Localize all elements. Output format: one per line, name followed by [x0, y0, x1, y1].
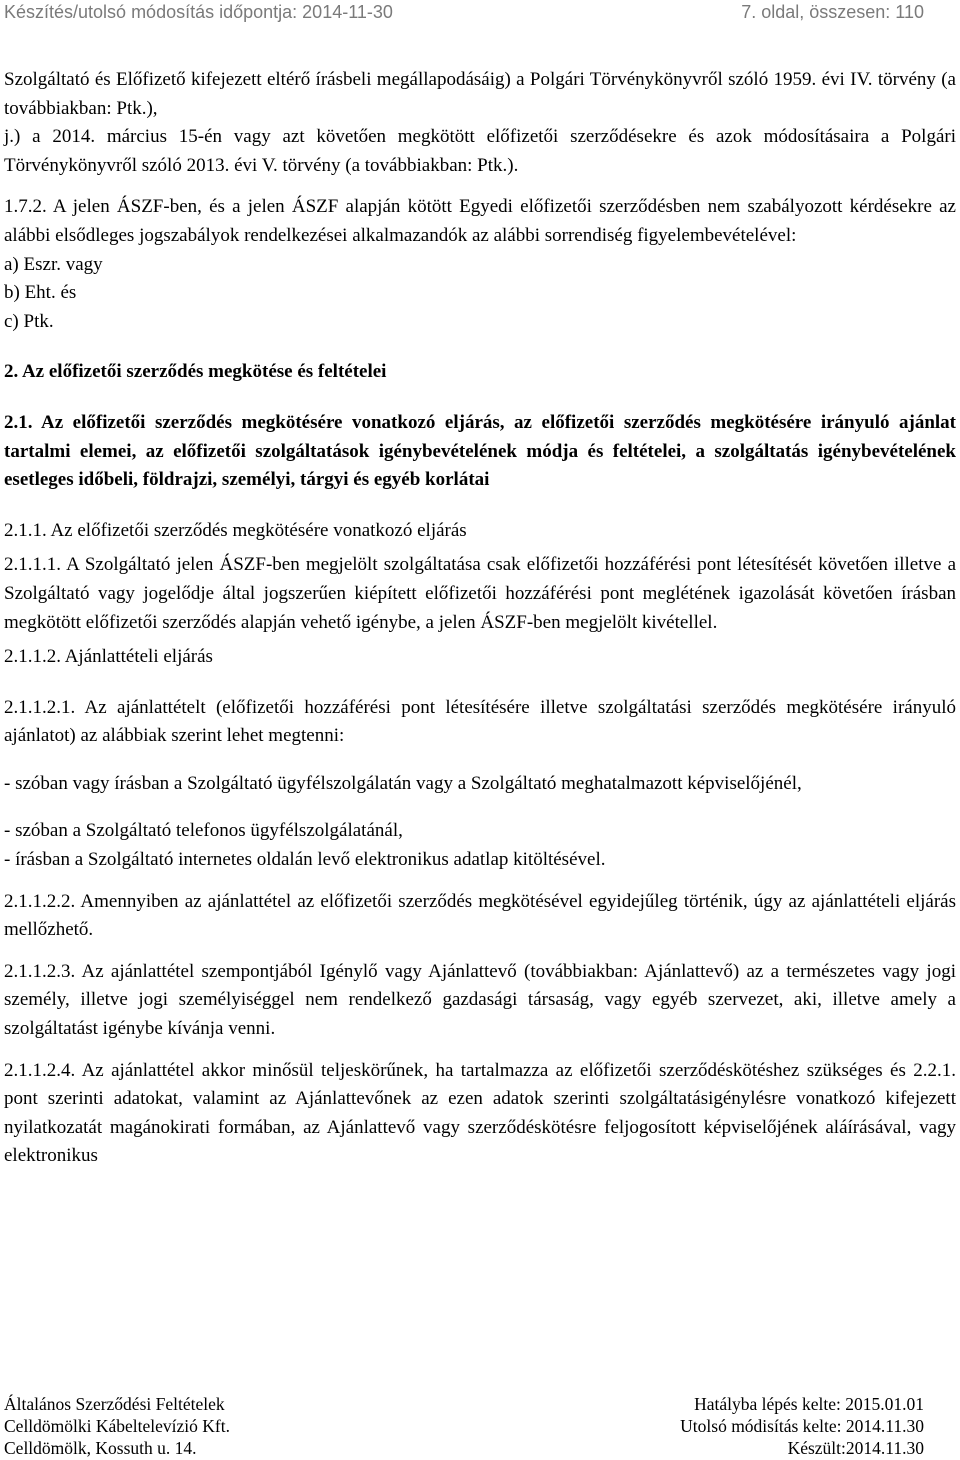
paragraph-2-1-1-2-1: 2.1.1.2.1. Az ajánlattételt (előfizetői hozzáférési pont létesítésére illetve szolgáltatási szerződés megkötésére irányuló ajánlatot) az alábbiak szerint lehet megtenni:	[4, 696, 956, 747]
section-heading-2: 2. Az előfizetői szerződés megkötése és feltételei	[4, 361, 387, 383]
section-2-1-title: 2.1. Az előfizetői szerződés megkötésére vonatkozó eljárás, az előfizetői szerződés megkötésére irányuló ajánlat tartalmi elemei, az előfizetői szolgáltatások igénybevételének módja és feltételei, a szolgáltatás igénybevételének esetleges időbeli, földrajzi, személyi, tárgyi és egyéb korlátai	[4, 411, 956, 491]
paragraph-2-1-1-2-2: 2.1.1.2.2. Amennyiben az ajánlattétel az előfizetői szerződés megkötésével egyidejűleg történik, úgy az ajánlattételi eljárás mellőzhető.	[4, 890, 956, 941]
footer-modified-date: Utolsó módisítás kelte: 2014.11.30	[680, 1416, 924, 1436]
list-item-eszr: a) Eszr. vagy	[4, 253, 103, 275]
footer-document-name: Általános Szerződési Feltételek	[4, 1394, 225, 1414]
paragraph-2-1-1-2-3: 2.1.1.2.3. Az ajánlattétel szempontjából Igénylő vagy Ajánlattevő (továbbiakban: Ajánlattevő) az a természetes vagy jogi személy, illetve jogi személyiséggel nem rendelkező gazdasági társaság, vagy egyéb szervezet, aki, illetve amely a szolgáltatást igénybe kívánja venni.	[4, 960, 956, 1040]
section-2-1-1-title: 2.1.1. Az előfizetői szerződés megkötésére vonatkozó eljárás	[4, 519, 467, 541]
page-footer	[4, 1393, 924, 1459]
footer-row	[4, 1437, 924, 1459]
list-item-eht: b) Eht. és	[4, 282, 77, 304]
header-timestamp: Készítés/utolsó módosítás időpontja: 2014-11-30	[4, 2, 393, 22]
paragraph-2-1-1-1: 2.1.1.1. A Szolgáltató jelen ÁSZF-ben megjelölt szolgáltatása csak előfizetői hozzáférési pont létesítését követően illetve a Szolgáltató vagy jogelődje által jogszerűen kiépített előfizetői hozzáférési pont meglétének igazolását követően írásban megkötött előfizetői szerződés alapján vehető igénybe, a jelen ÁSZF-ben megjelölt kivétellel.	[4, 554, 956, 633]
footer-company-name: Celldömölki Kábeltelevízió Kft.	[4, 1416, 230, 1436]
header-page-number: 7. oldal, összesen: 110	[741, 2, 924, 22]
paragraph-ptk-1959: Szolgáltató és Előfizető kifejezett eltérő írásbeli megállapodásáig) a Polgári Törvénykönyvről szóló 1959. évi IV. törvény (a továbbiakban: Ptk.),	[4, 69, 956, 119]
section-2-1-1-2-title: 2.1.1.2. Ajánlattételi eljárás	[4, 646, 213, 668]
paragraph-ptk-2013: j.) a 2014. március 15-én vagy azt követően megkötött előfizetői szerződésekre és azok módosításaira a Polgári Törvénykönyvről szóló 2013. évi V. törvény (a továbbiakban: Ptk.).	[4, 126, 956, 176]
paragraph-1-7-2: 1.7.2. A jelen ÁSZF-ben, és a jelen ÁSZF alapján kötött Egyedi előfizetői szerződésben nem szabályozott kérdésekre az alábbi elsődleges jogszabályok rendelkezései alkalmazandók az alábbi sorrendiség figyelembevételével:	[4, 196, 956, 246]
list-item-telefonos: - szóban a Szolgáltató telefonos ügyfélszolgálatánál,	[4, 820, 403, 842]
footer-row	[4, 1415, 924, 1437]
paragraph-2-1-1-2-4: 2.1.1.2.4. Az ajánlattétel akkor minősül teljeskörűnek, ha tartalmazza az előfizetői szerződéskötéshez szükséges és 2.2.1. pont szerinti adatokat, valamint az Ajánlattevőnek az ezen adatok szerinti szolgáltatásigénylésre vonatkozó kifejezett nyilatkozatát magánokirati formában, az Ajánlattevő vagy szerződéskötésre feljogosított képviselőjének aláírásával, vagy elektronikus	[4, 1059, 956, 1167]
list-item-internetes: - írásban a Szolgáltató internetes oldalán levő elektronikus adatlap kitöltésével.	[4, 849, 606, 871]
list-item-szoban-irasban: - szóban vagy írásban a Szolgáltató ügyfélszolgálatán vagy a Szolgáltató meghatalmazott képviselőjénél,	[4, 772, 802, 794]
page-header	[4, 0, 924, 26]
list-item-ptk: c) Ptk.	[4, 310, 54, 332]
footer-created-date: Készült:2014.11.30	[787, 1438, 924, 1458]
document-body	[4, 66, 956, 1171]
footer-effective-date: Hatályba lépés kelte: 2015.01.01	[694, 1394, 924, 1414]
footer-address: Celldömölk, Kossuth u. 14.	[4, 1438, 197, 1458]
footer-row	[4, 1393, 924, 1415]
